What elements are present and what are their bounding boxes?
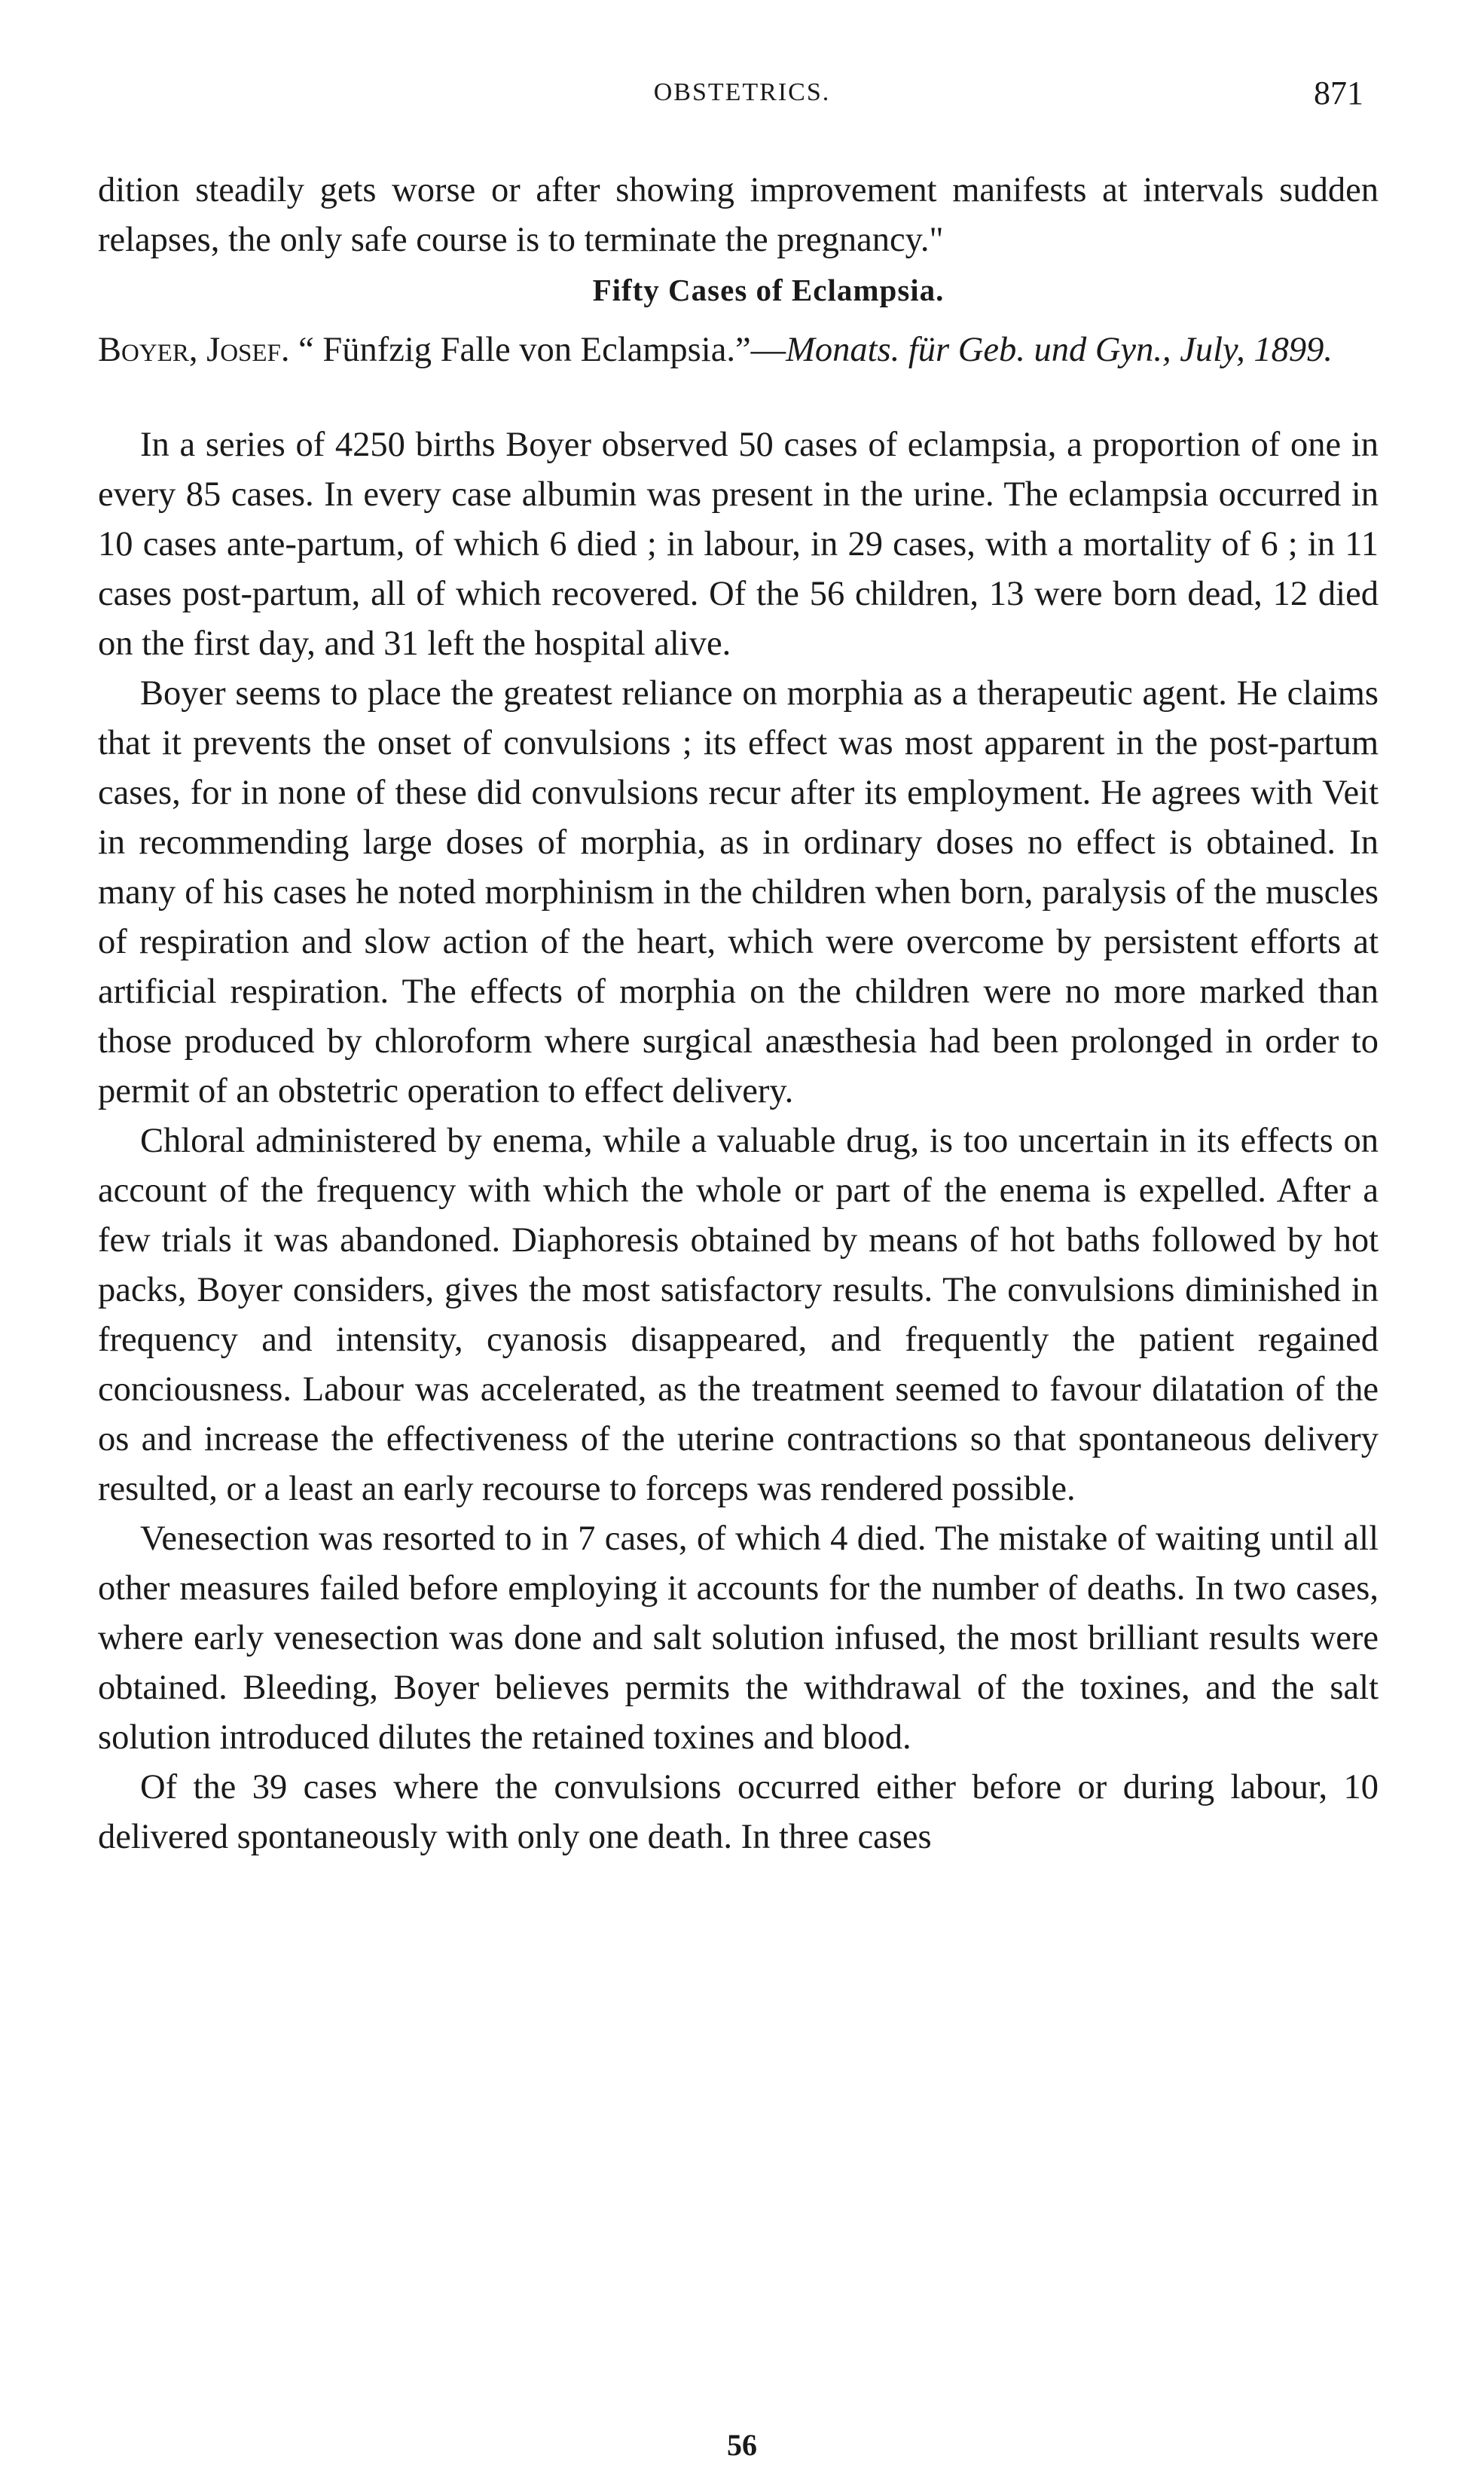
running-head <box>0 74 1484 119</box>
paragraph-5: Of the 39 cases where the convulsions occurred either before or during labour, 10 delivered spontaneously with only one death. In three cases <box>98 1768 1379 1856</box>
paragraph-4: Venesection was resorted to in 7 cases, of which 4 died. The mistake of waiting until all other measures failed before employing it accounts for the number of deaths. In two cases, where early venesection was done and salt solution infused, the most brilliant results were obtained. Bleeding, Boyer believes permits the withdrawal of the toxines, and the salt solution introduced dilutes the retained toxines and blood. <box>98 1519 1379 1757</box>
section-heading: Fifty Cases of Eclampsia. <box>592 273 945 307</box>
signature-mark: 56 <box>727 2428 757 2462</box>
page-number: 871 <box>1314 75 1363 111</box>
citation <box>98 325 1379 375</box>
citation-author: Boyer, Josef. <box>98 331 290 369</box>
continuation-paragraph: dition steadily gets worse or after showing improvement manifests at intervals sudden relapses, the only safe course is to terminate the pregnancy." <box>98 171 1379 259</box>
paragraph-2: Boyer seems to place the greatest reliance on morphia as a therapeutic agent. He claims that it prevents the onset of convulsions ; its effect was most apparent in the post-partum cases, for in none of these did convulsions recur after its employment. He agrees with Veit in recommending large doses of morphia, as in ordinary doses no effect is obtained. In many of his cases he noted morphinism in the children when born, paralysis of the muscles of respiration and slow action of the heart, which were overcome by persistent efforts at artificial respiration. The effects of morphia on the children were no more marked than those produced by chloroform where surgical anæsthesia had been prolonged in order to permit of an obstetric operation to effect delivery. <box>98 674 1379 1110</box>
citation-title: “ Fünfzig Falle von Eclampsia.”— <box>298 331 786 369</box>
paragraph-1: In a series of 4250 births Boyer observed 50 cases of eclampsia, a proportion of one in every 85 cases. In every case albumin was present in the urine. The eclampsia occurred in 10 cases ante-partum, of which 6 died ; in labour, in 29 cases, with a mortality of 6 ; in 11 cases post-partum, all of which recovered. Of the 56 children, 13 were born dead, 12 died on the first day, and 31 left the hospital alive. <box>98 426 1379 663</box>
paragraph-3: Chloral administered by enema, while a valuable drug, is too uncertain in its effects on account of the frequency with which the whole or part of the enema is expelled. After a few trials it was abandoned. Diaphoresis obtained by means of hot baths followed by hot packs, Boyer considers, gives the most satisfactory results. The convulsions diminished in frequency and intensity, cyanosis disappeared, and frequently the patient regained conciousness. Labour was accelerated, as the treatment seemed to favour dilatation of the os and increase the effectiveness of the uterine contractions so that spontaneous delivery resulted, or a least an early recourse to forceps was rendered possible. <box>98 1122 1379 1508</box>
running-title: OBSTETRICS. <box>653 78 831 106</box>
citation-journal: Monats. für Geb. und Gyn., July, 1899. <box>786 331 1333 369</box>
body-text <box>98 166 1379 1862</box>
